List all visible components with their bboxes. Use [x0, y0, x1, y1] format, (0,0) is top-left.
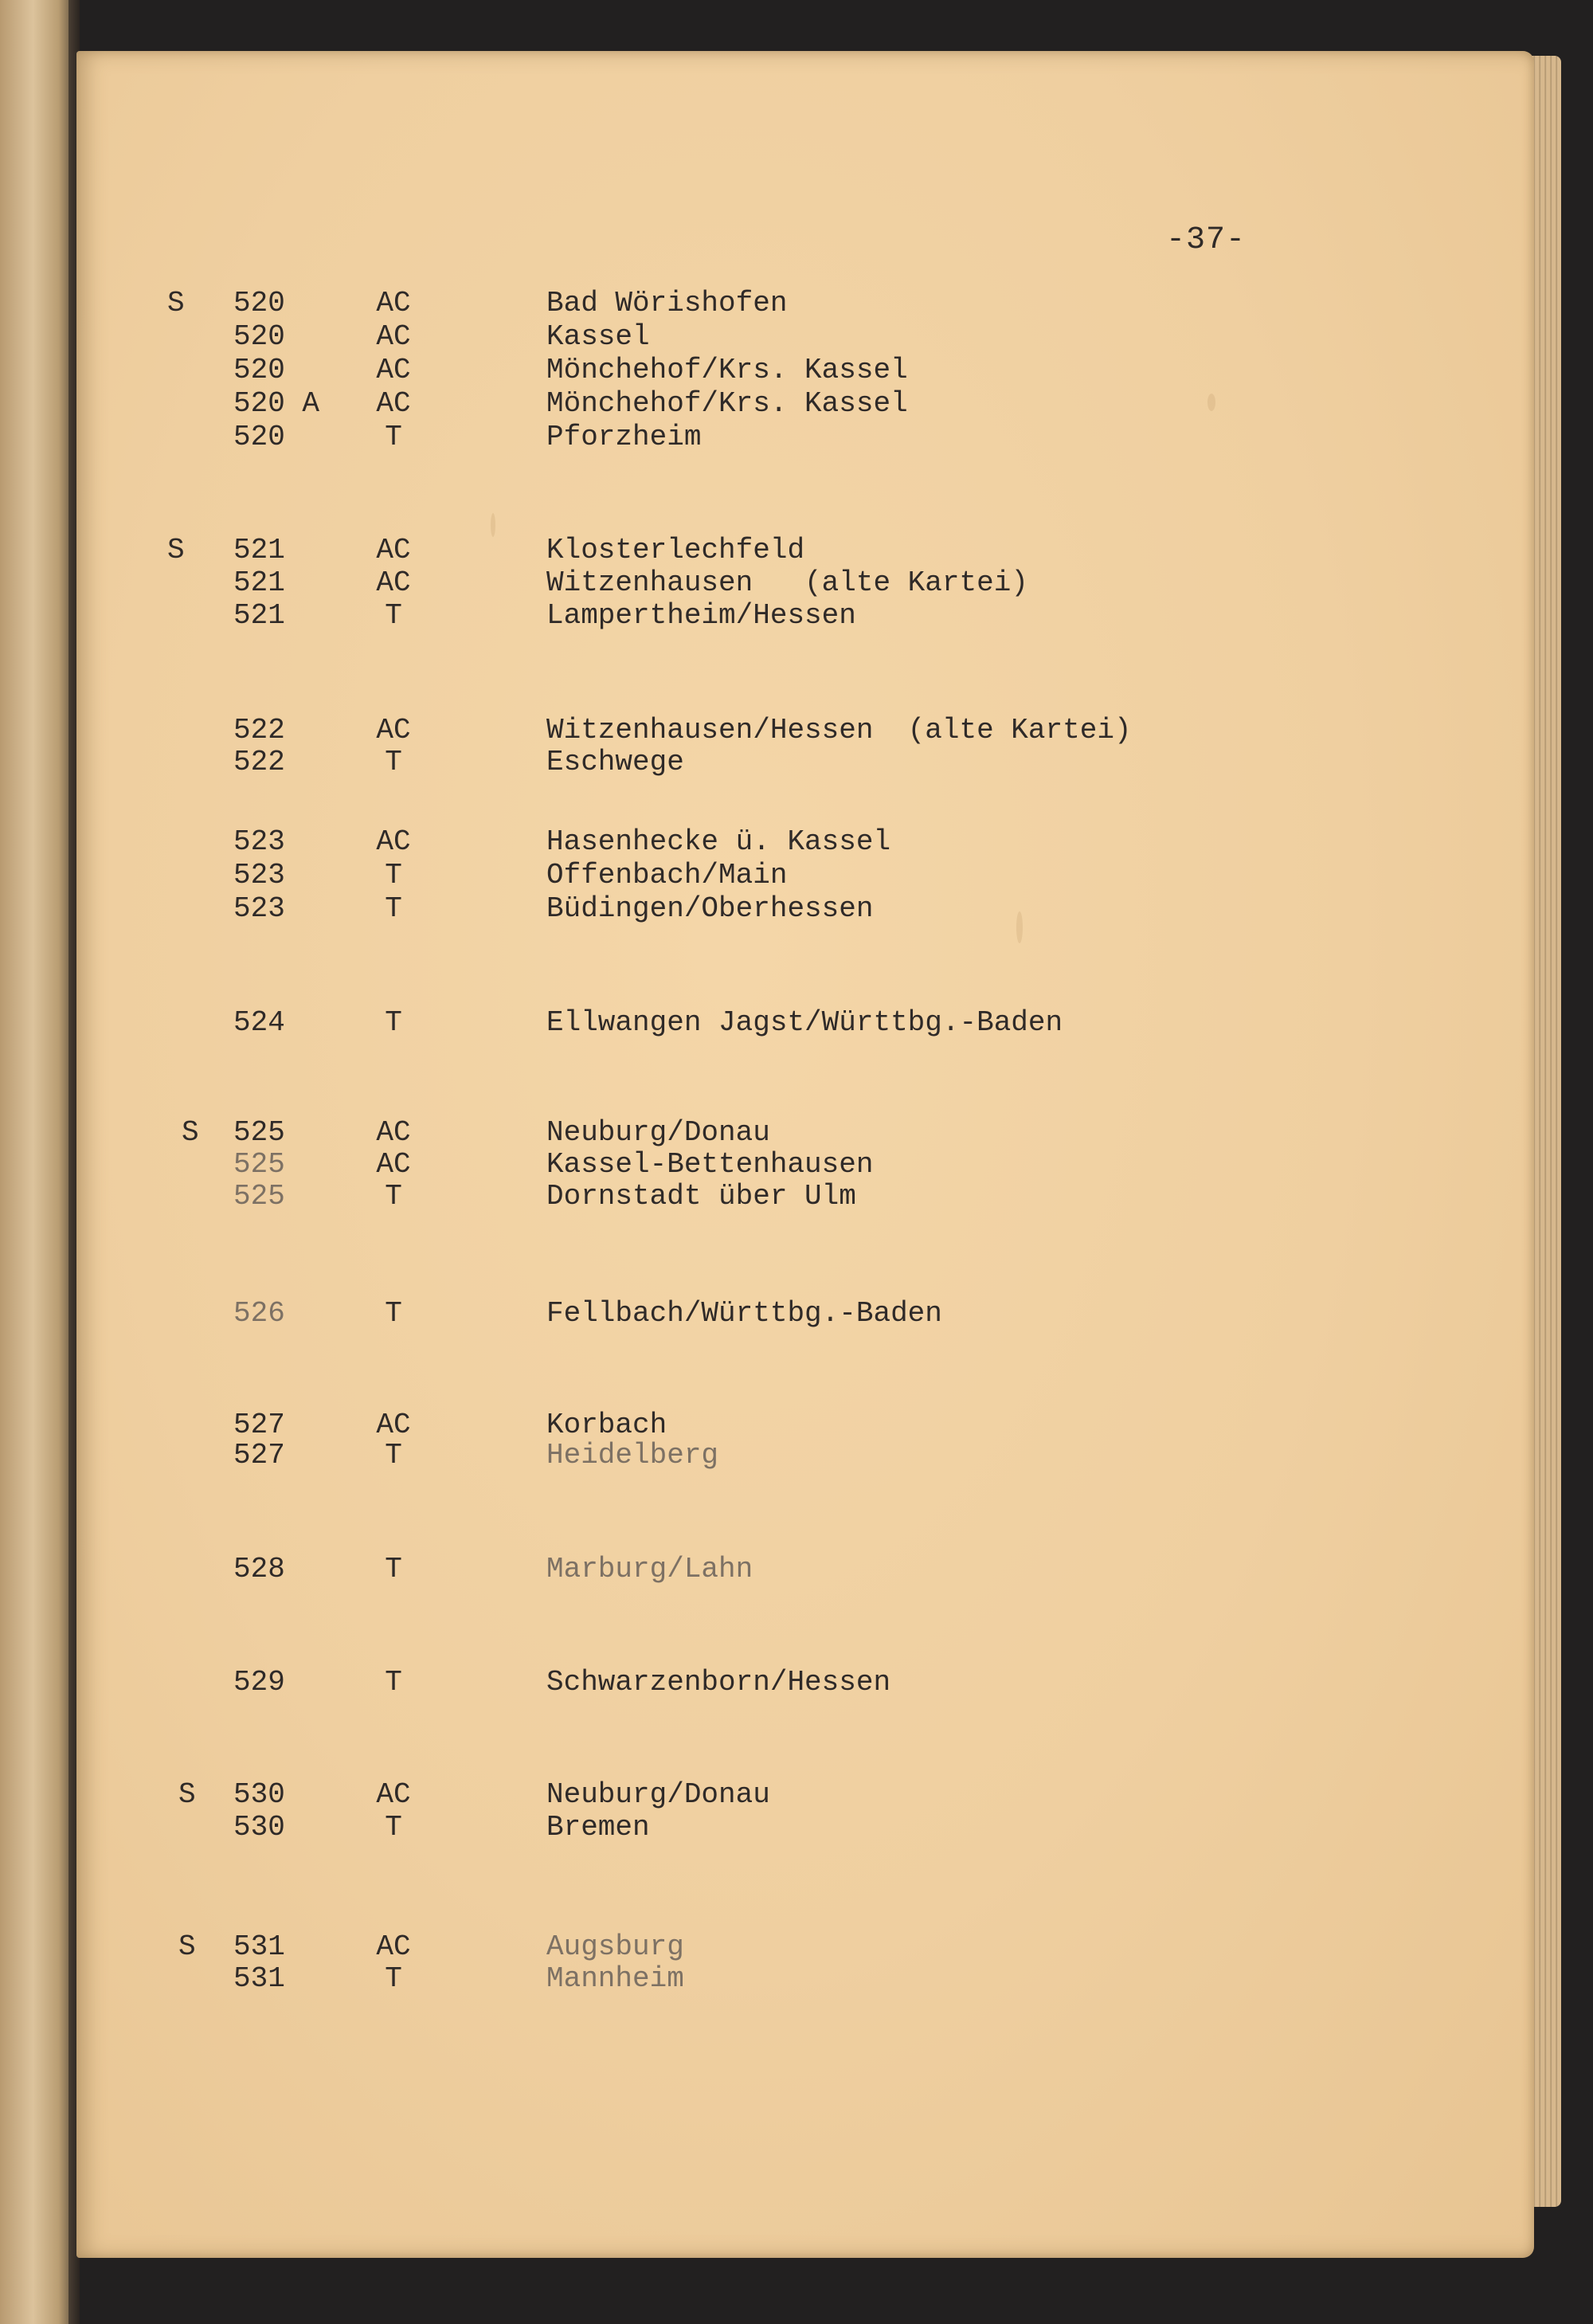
- entry-code: AC: [376, 1778, 411, 1811]
- entry-place: Ellwangen Jagst/Württbg.-Baden: [546, 1006, 1063, 1039]
- entry-code: AC: [376, 287, 411, 319]
- table-row: [76, 715, 1534, 747]
- table-row: [76, 1440, 1534, 1472]
- entry-code: T: [385, 1439, 402, 1472]
- entry-code: AC: [376, 825, 411, 858]
- entry-code: T: [385, 1962, 402, 1995]
- table-row: [76, 600, 1534, 632]
- entry-number: 521: [233, 599, 285, 632]
- entry-number: 527: [233, 1439, 285, 1472]
- entry-place: Fellbach/Württbg.-Baden: [546, 1297, 942, 1330]
- entry-number: 525: [233, 1116, 285, 1149]
- entry-code: T: [385, 892, 402, 925]
- entry-code: T: [385, 746, 402, 778]
- entry-number: 521: [233, 566, 285, 599]
- table-row: [76, 893, 1534, 925]
- entry-number: 520 A: [233, 387, 320, 420]
- entry-code: T: [385, 1811, 402, 1844]
- table-row: [76, 1007, 1534, 1039]
- entry-number: 529: [233, 1666, 285, 1699]
- entry-place: Marburg/Lahn: [546, 1553, 753, 1585]
- entry-place: Augsburg: [546, 1930, 684, 1963]
- entry-number: 520: [233, 354, 285, 386]
- entry-code: AC: [376, 1930, 411, 1963]
- table-row: [76, 1117, 1534, 1149]
- series-mark: S: [182, 1116, 199, 1149]
- entry-place: Witzenhausen (alte Kartei): [546, 566, 1028, 599]
- entry-place: Mönchehof/Krs. Kassel: [546, 387, 908, 420]
- entry-place: Offenbach/Main: [546, 859, 788, 892]
- entry-number: 527: [233, 1409, 285, 1441]
- entry-number: 526: [233, 1297, 285, 1330]
- entry-number: 520: [233, 421, 285, 453]
- table-row: [76, 1667, 1534, 1699]
- left-page-edge: [0, 0, 73, 2324]
- entry-place: Bremen: [546, 1811, 650, 1844]
- entry-code: AC: [376, 387, 411, 420]
- entry-place: Dornstadt über Ulm: [546, 1180, 856, 1213]
- entry-number: 521: [233, 534, 285, 566]
- entry-code: AC: [376, 320, 411, 353]
- table-row: [76, 1963, 1534, 1995]
- entry-place: Kassel: [546, 320, 650, 353]
- entry-place: Neuburg/Donau: [546, 1116, 770, 1149]
- entry-number: 530: [233, 1778, 285, 1811]
- table-row: [76, 321, 1534, 353]
- entry-place: Neuburg/Donau: [546, 1778, 770, 1811]
- entry-place: Klosterlechfeld: [546, 534, 805, 566]
- entry-place: Lampertheim/Hessen: [546, 599, 856, 632]
- entry-code: T: [385, 599, 402, 632]
- entry-code: AC: [376, 1116, 411, 1149]
- entry-code: T: [385, 421, 402, 453]
- series-mark: S: [167, 287, 185, 319]
- entry-code: AC: [376, 566, 411, 599]
- document-page: [76, 51, 1534, 2258]
- entry-place: Bad Wörishofen: [546, 287, 788, 319]
- entry-code: T: [385, 1666, 402, 1699]
- entry-number: 525: [233, 1148, 285, 1181]
- entry-code: AC: [376, 1409, 411, 1441]
- table-row: [76, 535, 1534, 566]
- series-mark: S: [178, 1778, 196, 1811]
- entry-number: 528: [233, 1553, 285, 1585]
- series-mark: S: [167, 534, 185, 566]
- table-row: [76, 1554, 1534, 1585]
- table-row: [76, 288, 1534, 319]
- entry-number: 522: [233, 714, 285, 747]
- table-row: [76, 567, 1534, 599]
- entry-place: Pforzheim: [546, 421, 702, 453]
- entry-number: 531: [233, 1930, 285, 1963]
- entry-code: AC: [376, 534, 411, 566]
- entry-number: 525: [233, 1180, 285, 1213]
- table-row: [76, 355, 1534, 386]
- entry-code: T: [385, 1006, 402, 1039]
- entry-place: Kassel-Bettenhausen: [546, 1148, 874, 1181]
- entry-code: T: [385, 1180, 402, 1213]
- entry-code: AC: [376, 714, 411, 747]
- entry-number: 520: [233, 287, 285, 319]
- table-row: [76, 1779, 1534, 1811]
- entry-number: 524: [233, 1006, 285, 1039]
- entry-code: T: [385, 859, 402, 892]
- entry-code: AC: [376, 354, 411, 386]
- table-row: [76, 1931, 1534, 1963]
- entry-place: Korbach: [546, 1409, 667, 1441]
- table-row: [76, 1812, 1534, 1844]
- entry-number: 522: [233, 746, 285, 778]
- entry-place: Büdingen/Oberhessen: [546, 892, 874, 925]
- entry-place: Mannheim: [546, 1962, 684, 1995]
- entry-code: T: [385, 1297, 402, 1330]
- entry-place: Hasenhecke ü. Kassel: [546, 825, 891, 858]
- table-row: [76, 1149, 1534, 1181]
- entry-place: Eschwege: [546, 746, 684, 778]
- table-row: [76, 747, 1534, 778]
- table-row: [76, 826, 1534, 858]
- table-row: [76, 1298, 1534, 1330]
- entry-number: 523: [233, 825, 285, 858]
- entry-number: 531: [233, 1962, 285, 1995]
- table-row: [76, 388, 1534, 420]
- entry-place: Witzenhausen/Hessen (alte Kartei): [546, 714, 1132, 747]
- table-row: [76, 860, 1534, 892]
- entry-number: 520: [233, 320, 285, 353]
- entry-code: T: [385, 1553, 402, 1585]
- series-mark: S: [178, 1930, 196, 1963]
- entry-place: Heidelberg: [546, 1439, 719, 1472]
- entry-number: 530: [233, 1811, 285, 1844]
- page-number: -37-: [1166, 222, 1247, 258]
- table-row: [76, 1409, 1534, 1441]
- entry-code: AC: [376, 1148, 411, 1181]
- entry-number: 523: [233, 859, 285, 892]
- entry-place: Schwarzenborn/Hessen: [546, 1666, 891, 1699]
- table-row: [76, 1181, 1534, 1213]
- entry-number: 523: [233, 892, 285, 925]
- entry-place: Mönchehof/Krs. Kassel: [546, 354, 908, 386]
- table-row: [76, 421, 1534, 453]
